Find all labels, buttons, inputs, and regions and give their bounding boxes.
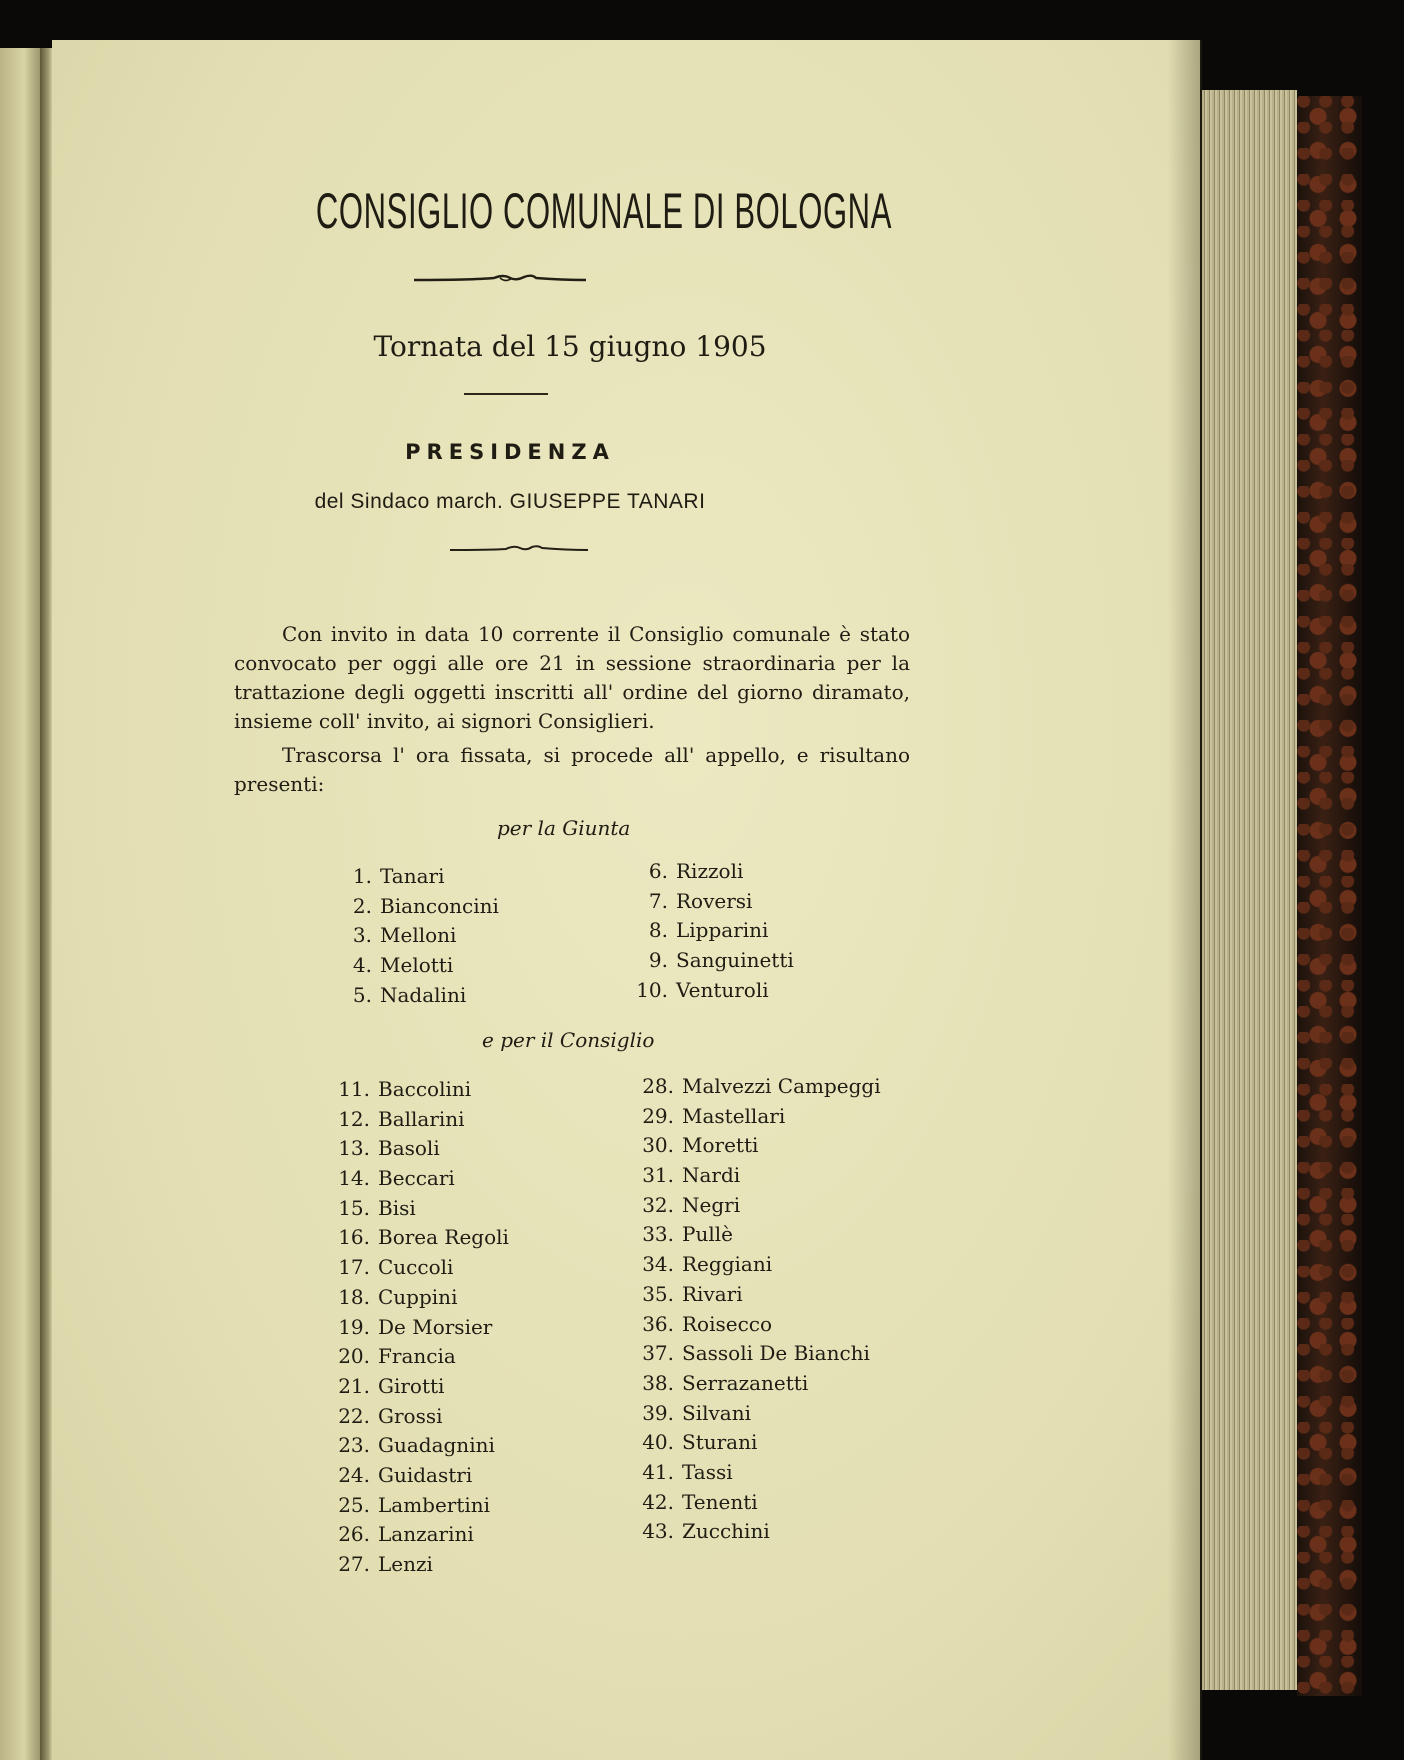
document-title: CONSIGLIO COMUNALE DI BOLOGNA xyxy=(315,183,892,239)
member-name: Baccolini xyxy=(378,1077,472,1101)
member-number: 37. xyxy=(642,1341,674,1366)
list-item xyxy=(632,1131,881,1161)
presidency-detail: del Sindaco march. GIUSEPPE TANARI xyxy=(314,490,706,513)
list-item xyxy=(328,1075,509,1105)
section-flourish-ornament xyxy=(448,543,590,555)
member-name: Rizzoli xyxy=(676,859,744,883)
member-name: Roisecco xyxy=(682,1311,773,1336)
member-number: 35. xyxy=(642,1281,674,1306)
member-name: Guidastri xyxy=(378,1462,473,1487)
member-name: Zucchini xyxy=(682,1519,770,1544)
member-number: 14. xyxy=(338,1166,370,1191)
member-name: Venturoli xyxy=(676,977,769,1002)
consiglio-heading: e per il Consiglio xyxy=(482,1028,655,1052)
member-number: 21. xyxy=(338,1373,370,1398)
list-item xyxy=(632,916,794,946)
convocation-paragraph: Con invito in data 10 corrente il Consiglio comunale è stato convocato per oggi alle ore 21 in sessione straordinaria per la trattazione degli oggetti inscritti all' ordine del giorno diramato, insieme coll' invito, ai signori Consiglieri. xyxy=(234,622,910,733)
member-name: Lenzi xyxy=(378,1552,433,1576)
member-number: 41. xyxy=(642,1459,674,1484)
member-name: Nardi xyxy=(682,1163,741,1188)
list-item xyxy=(328,1372,509,1402)
member-name: Pullè xyxy=(682,1222,733,1247)
member-number: 16. xyxy=(338,1225,370,1250)
member-name: Beccari xyxy=(378,1166,455,1191)
member-name: Cuccoli xyxy=(378,1255,454,1280)
member-name: Negri xyxy=(682,1192,741,1217)
list-item xyxy=(336,892,499,922)
member-number: 33. xyxy=(642,1222,674,1247)
list-item xyxy=(632,1428,881,1458)
member-number: 12. xyxy=(338,1106,370,1131)
member-name: Mastellari xyxy=(682,1103,786,1128)
list-item xyxy=(632,1220,881,1250)
list-item xyxy=(328,1491,509,1521)
list-item xyxy=(632,976,794,1006)
list-item xyxy=(632,1250,881,1280)
member-name: Bianconcini xyxy=(380,893,499,918)
member-number: 7. xyxy=(648,888,668,913)
list-item xyxy=(632,857,794,887)
list-item xyxy=(328,1223,509,1253)
member-name: Malvezzi Campeggi xyxy=(682,1074,881,1098)
list-item xyxy=(632,1369,881,1399)
list-item xyxy=(336,862,499,892)
member-name: Melotti xyxy=(380,953,454,978)
list-item xyxy=(632,1161,881,1191)
list-item xyxy=(328,1105,509,1135)
member-name: Francia xyxy=(378,1344,456,1369)
member-number: 6. xyxy=(648,859,668,883)
list-item xyxy=(336,981,499,1011)
presidency-heading: PRESIDENZA xyxy=(405,440,615,464)
member-number: 25. xyxy=(338,1492,370,1517)
member-number: 15. xyxy=(338,1195,370,1220)
giunta-list-right xyxy=(632,857,794,1005)
giunta-heading: per la Giunta xyxy=(497,816,631,840)
member-name: Nadalini xyxy=(380,982,467,1007)
member-name: Tanari xyxy=(380,864,445,888)
list-item xyxy=(632,1488,881,1518)
list-item xyxy=(328,1313,509,1343)
list-item xyxy=(328,1164,509,1194)
member-name: Lambertini xyxy=(378,1492,491,1517)
member-number: 20. xyxy=(338,1344,370,1369)
member-number: 9. xyxy=(648,948,668,973)
member-number: 22. xyxy=(338,1403,370,1428)
list-item xyxy=(328,1402,509,1432)
member-name: Serrazanetti xyxy=(682,1370,809,1395)
member-number: 19. xyxy=(338,1314,370,1339)
list-item xyxy=(328,1283,509,1313)
member-number: 27. xyxy=(338,1552,370,1576)
member-number: 24. xyxy=(338,1462,370,1487)
member-name: Cuppini xyxy=(378,1284,458,1309)
session-heading: Tornata del 15 giugno 1905 xyxy=(373,330,767,363)
member-number: 10. xyxy=(636,977,668,1002)
list-item xyxy=(632,1072,881,1102)
member-number: 4. xyxy=(352,953,372,978)
member-number: 8. xyxy=(648,918,668,943)
member-name: Silvani xyxy=(682,1400,751,1425)
list-item xyxy=(632,1458,881,1488)
list-item xyxy=(328,1550,509,1580)
list-item xyxy=(328,1520,509,1550)
member-name: Lanzarini xyxy=(378,1522,474,1547)
member-name: Sturani xyxy=(682,1430,758,1455)
member-number: 43. xyxy=(642,1519,674,1544)
member-name: Sanguinetti xyxy=(676,948,794,973)
member-name: Lipparini xyxy=(676,918,769,943)
list-item xyxy=(632,1517,881,1547)
member-name: Girotti xyxy=(378,1373,445,1398)
list-item xyxy=(632,1280,881,1310)
member-name: Rivari xyxy=(682,1281,743,1306)
member-name: Grossi xyxy=(378,1403,443,1428)
list-item xyxy=(632,1102,881,1132)
member-name: Reggiani xyxy=(682,1252,773,1277)
member-number: 3. xyxy=(352,923,372,948)
member-name: Tassi xyxy=(682,1459,733,1484)
member-number: 26. xyxy=(338,1522,370,1547)
member-number: 18. xyxy=(338,1284,370,1309)
member-number: 36. xyxy=(642,1311,674,1336)
member-number: 34. xyxy=(642,1252,674,1277)
list-item xyxy=(328,1342,509,1372)
list-item xyxy=(632,1310,881,1340)
member-name: Bisi xyxy=(378,1195,416,1220)
giunta-list-left xyxy=(336,862,499,1010)
roll-call-paragraph: Trascorsa l' ora fissata, si procede all' appello, e risultano presenti: xyxy=(234,743,910,796)
list-item xyxy=(328,1134,509,1164)
member-name: Moretti xyxy=(682,1133,759,1158)
list-item xyxy=(336,951,499,981)
list-item xyxy=(328,1194,509,1224)
list-item xyxy=(328,1431,509,1461)
list-item xyxy=(632,1339,881,1369)
member-number: 31. xyxy=(642,1163,674,1188)
consiglio-list-right xyxy=(632,1072,881,1547)
member-name: Guadagnini xyxy=(378,1433,495,1458)
member-number: 17. xyxy=(338,1255,370,1280)
list-item xyxy=(632,1399,881,1429)
divider-rule xyxy=(464,393,548,395)
list-item xyxy=(632,946,794,976)
list-item xyxy=(632,887,794,917)
member-name: Melloni xyxy=(380,923,457,948)
member-number: 38. xyxy=(642,1370,674,1395)
member-number: 30. xyxy=(642,1133,674,1158)
list-item xyxy=(328,1461,509,1491)
member-number: 42. xyxy=(642,1489,674,1514)
member-number: 5. xyxy=(352,982,372,1007)
member-number: 11. xyxy=(338,1077,370,1101)
member-number: 23. xyxy=(338,1433,370,1458)
member-name: Borea Regoli xyxy=(378,1225,509,1250)
member-name: Roversi xyxy=(676,888,753,913)
member-number: 32. xyxy=(642,1192,674,1217)
member-name: Sassoli De Bianchi xyxy=(682,1341,870,1366)
member-name: Tenenti xyxy=(682,1489,758,1514)
list-item xyxy=(328,1253,509,1283)
member-name: Ballarini xyxy=(378,1106,465,1131)
member-name: De Morsier xyxy=(378,1314,493,1339)
member-number: 1. xyxy=(352,864,372,888)
consiglio-list-left xyxy=(328,1075,509,1580)
list-item xyxy=(632,1191,881,1221)
member-number: 13. xyxy=(338,1136,370,1161)
member-number: 40. xyxy=(642,1430,674,1455)
list-item xyxy=(336,921,499,951)
member-number: 29. xyxy=(642,1103,674,1128)
title-flourish-ornament xyxy=(412,272,588,286)
member-name: Basoli xyxy=(378,1136,440,1161)
member-number: 2. xyxy=(352,893,372,918)
member-number: 28. xyxy=(642,1074,674,1098)
member-number: 39. xyxy=(642,1400,674,1425)
